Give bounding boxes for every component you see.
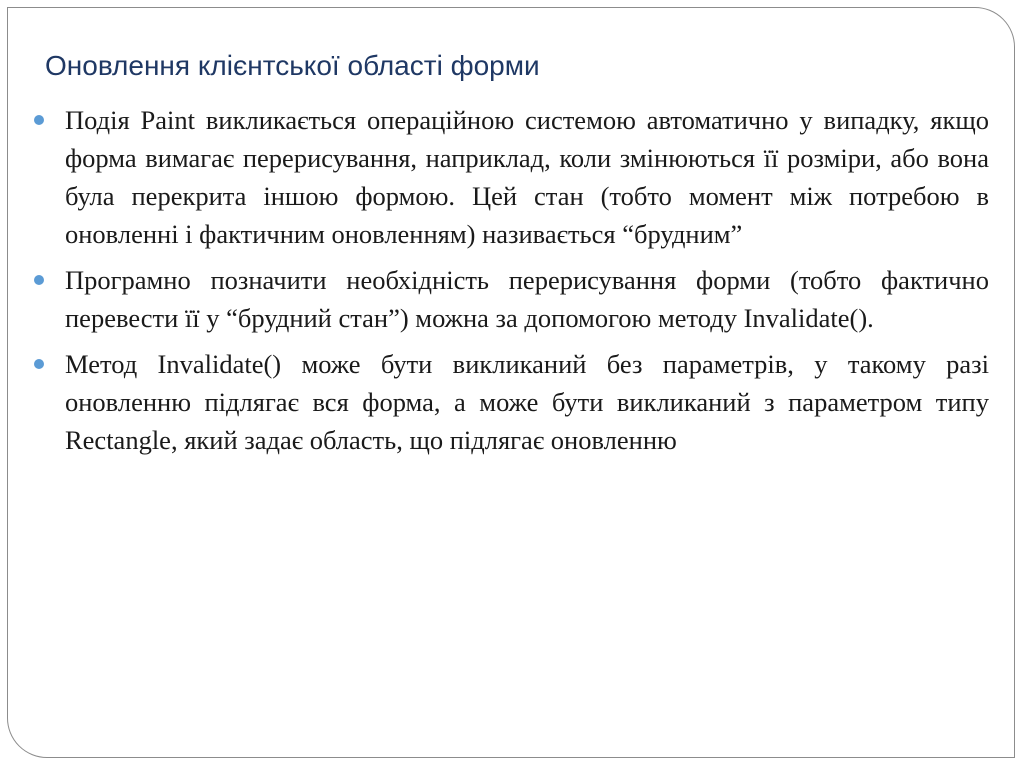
bullet-list [34, 101, 989, 467]
slide-title: Оновлення клієнтської області форми [45, 50, 540, 81]
bullet-text: Подія Paint викликається операційною системою автоматично у випадку, якщо форма вимагає перерисування, наприклад, коли змінюються її розміри, або вона була перекрита іншою формою. Цей стан (тобто момент між потребою в оновленні і фактичним оновленням) називається “брудним” [65, 105, 989, 249]
bullet-dot-icon [34, 115, 44, 125]
bullet-item [34, 345, 989, 459]
bullet-dot-icon [34, 275, 44, 285]
bullet-item [34, 261, 989, 337]
bullet-text: Метод Invalidate() може бути викликаний без параметрів, у такому разі оновленню підлягає вся форма, а може бути викликаний з параметром типу Rectangle, який задає область, що підлягає оновленню [65, 349, 989, 455]
bullet-dot-icon [34, 359, 44, 369]
bullet-item [34, 101, 989, 253]
bullet-text: Програмно позначити необхідність перерисування форми (тобто фактично перевести її у “брудний стан”) можна за допомогою методу Invalidate(). [65, 265, 989, 333]
